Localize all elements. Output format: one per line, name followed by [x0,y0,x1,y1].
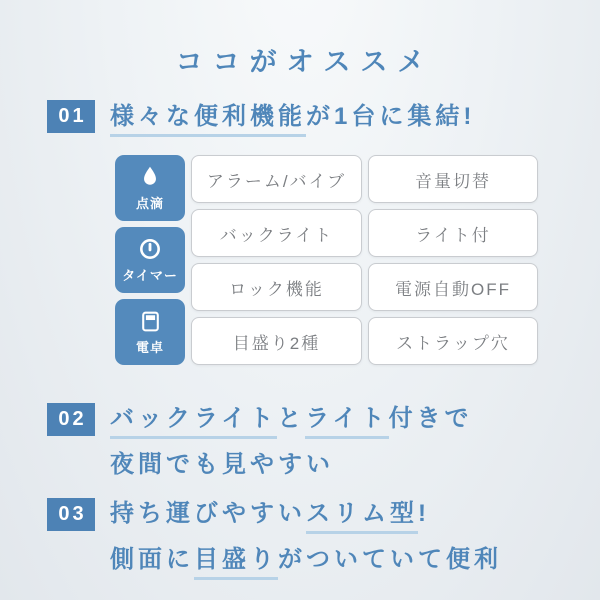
section-02-number-badge: 02 [47,403,95,436]
feature-cell: 音量切替 [368,155,538,203]
category-label: タイマー [122,268,178,283]
category-tile-drip [115,155,185,221]
category-tile-calculator [115,299,185,365]
section-03-number-badge: 03 [47,498,95,531]
feature-cell: ライト付 [368,209,538,257]
category-tile-timer [115,227,185,293]
section-01-number-badge: 01 [47,100,95,133]
feature-cell: アラーム/バイブ [191,155,362,203]
feature-cell: バックライト [191,209,362,257]
section-02-heading [110,396,473,488]
feature-cell: ストラップ穴 [368,317,538,365]
section-03-text-2: ! [418,500,430,527]
feature-cells-grid [191,155,538,365]
section-01-header [47,99,475,134]
section-03-heading [110,491,502,583]
feature-category-column [115,155,185,365]
page-title: ココがオススメ [175,47,435,77]
section-02-underlined-1: バックライト [110,405,277,439]
section-03-text-3: 側面に [110,546,194,573]
section-03-text-4: がついていて便利 [278,546,502,573]
feature-cell: 電源自動OFF [368,263,538,311]
section-02-text-1: と [277,405,306,432]
feature-table [115,155,538,365]
feature-cell: 目盛り2種 [191,317,362,365]
timer-icon [137,236,163,262]
section-02-text-2: 付きで [388,405,473,432]
section-03 [47,497,502,583]
category-label: 電卓 [135,339,164,355]
section-01-heading-underlined: 様々な便利機能 [110,103,306,137]
section-02-underlined-2: ライト [305,405,388,439]
droplet-icon [137,164,163,190]
section-02 [47,402,473,488]
section-03-text-1: 持ち運びやすい [110,500,306,527]
section-01-heading [110,99,475,134]
feature-cell: ロック機能 [191,263,362,311]
section-03-underlined-1: スリム型 [306,500,418,534]
category-label: 点滴 [135,196,164,211]
section-03-underlined-2: 目盛り [194,546,278,580]
section-01-heading-rest: が1台に集結! [306,103,476,130]
section-02-line-2: 夜間でも見やすい [110,451,334,478]
calculator-icon [138,309,163,334]
